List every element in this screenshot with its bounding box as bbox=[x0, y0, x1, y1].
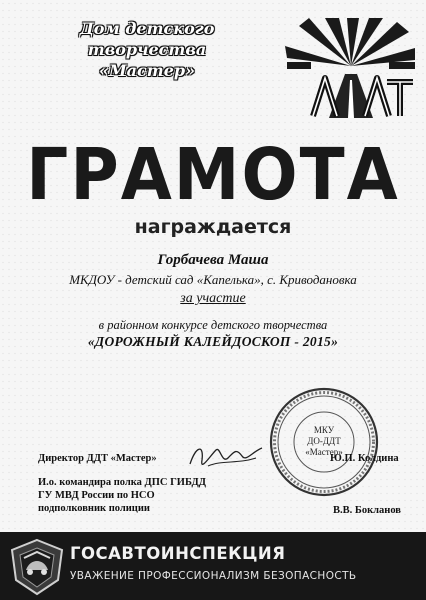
commander-title-line3: подполковник полиции bbox=[38, 503, 150, 514]
commander-name: В.В. Бокланов bbox=[333, 505, 401, 516]
seal-line2: ДО-ДДТ bbox=[307, 436, 341, 446]
recipient-name: Горбачева Маша bbox=[157, 252, 269, 268]
recipient-institution: МКДОУ - детский сад «Капелька», с. Криводановка bbox=[69, 272, 357, 287]
org-name-line1: Дом детского творчества bbox=[79, 19, 215, 59]
banner-title: ГОСАВТОИНСПЕКЦИЯ bbox=[70, 544, 286, 563]
commander-title-line2: ГУ МВД России по НСО bbox=[38, 490, 155, 501]
director-title: Директор ДДТ «Мастер» bbox=[38, 453, 157, 464]
seal-line1: МКУ bbox=[313, 425, 335, 435]
contest-name: «ДОРОЖНЫЙ КАЛЕЙДОСКОП - 2015» bbox=[87, 334, 339, 349]
commander-title-line1: И.о. командира полка ДПС ГИБДД bbox=[38, 477, 206, 488]
org-name-line2: «Мастер» bbox=[98, 61, 196, 80]
participation-label: за участие bbox=[180, 291, 246, 306]
org-name bbox=[22, 18, 272, 81]
seal-line3: «Мастер» bbox=[305, 447, 343, 457]
director-name: Ю.П. Колдина bbox=[330, 453, 399, 464]
ddt-master-logo bbox=[285, 18, 417, 118]
certificate-title: ГРАМОТА bbox=[26, 132, 400, 217]
banner-slogan: УВАЖЕНИЕ ПРОФЕССИОНАЛИЗМ БЕЗОПАСНОСТЬ bbox=[70, 570, 357, 582]
awarded-label: награждается bbox=[134, 216, 292, 238]
official-seal bbox=[268, 386, 380, 498]
contest-description: в районном конкурсе детского творчества bbox=[98, 318, 328, 332]
traffic-police-emblem-icon bbox=[6, 536, 68, 598]
director-signature bbox=[186, 438, 266, 478]
